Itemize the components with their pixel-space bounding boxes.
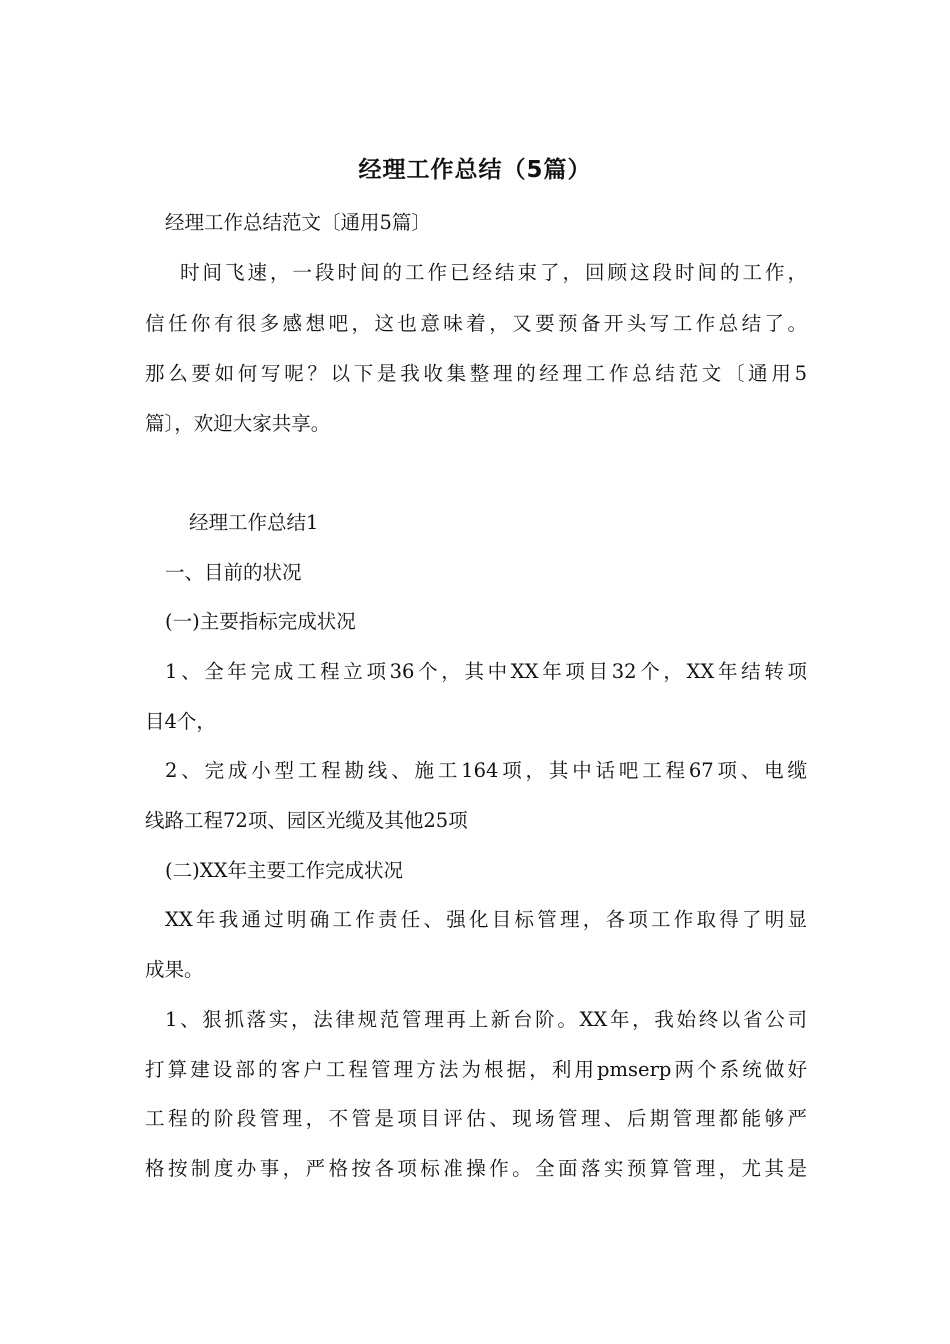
paragraph-line: 线路工程72项、园区光缆及其他25项 [145, 809, 468, 832]
paragraph-line: 目4个， [145, 710, 216, 733]
paragraph-line: 工程的阶段管理，不管是项目评估、现场管理、后期管理都能够严 [145, 1107, 807, 1130]
paragraph-line: 打算建设部的客户工程管理方法为根据，利用pmserp两个系统做好 [145, 1058, 807, 1081]
section-heading: 一、目前的状况 [165, 561, 302, 584]
subsection-heading: (二)XX年主要工作完成状况 [165, 859, 403, 882]
paragraph-line: 1、狠抓落实，法律规范管理再上新台阶。XX年，我始终以省公司 [165, 1008, 807, 1031]
paragraph-line: 时间飞速，一段时间的工作已经结束了，回顾这段时间的工作， [180, 261, 807, 284]
section-heading: 经理工作总结1 [189, 511, 319, 534]
paragraph-line: 信任你有很多感想吧，这也意味着，又要预备开头写工作总结了。 [145, 312, 807, 335]
paragraph-line: 2、完成小型工程勘线、施工164项，其中话吧工程67项、电缆 [165, 759, 807, 782]
paragraph-line: 成果。 [145, 958, 204, 981]
subtitle-line: 经理工作总结范文〔通用5篇〕 [165, 211, 431, 234]
document-title: 经理工作总结（5篇） [358, 157, 592, 183]
paragraph-line: 那么要如何写呢？以下是我收集整理的经理工作总结范文〔通用5 [145, 362, 807, 385]
paragraph-line: XX年我通过明确工作责任、强化目标管理，各项工作取得了明显 [165, 908, 807, 931]
paragraph-line: 1、全年完成工程立项36个，其中XX年项目32个，XX年结转项 [165, 660, 807, 683]
paragraph-line: 格按制度办事，严格按各项标准操作。全面落实预算管理，尤其是 [145, 1157, 807, 1180]
subsection-heading: (一)主要指标完成状况 [165, 610, 356, 633]
paragraph-line: 篇〕，欢迎大家共享。 [145, 412, 331, 435]
